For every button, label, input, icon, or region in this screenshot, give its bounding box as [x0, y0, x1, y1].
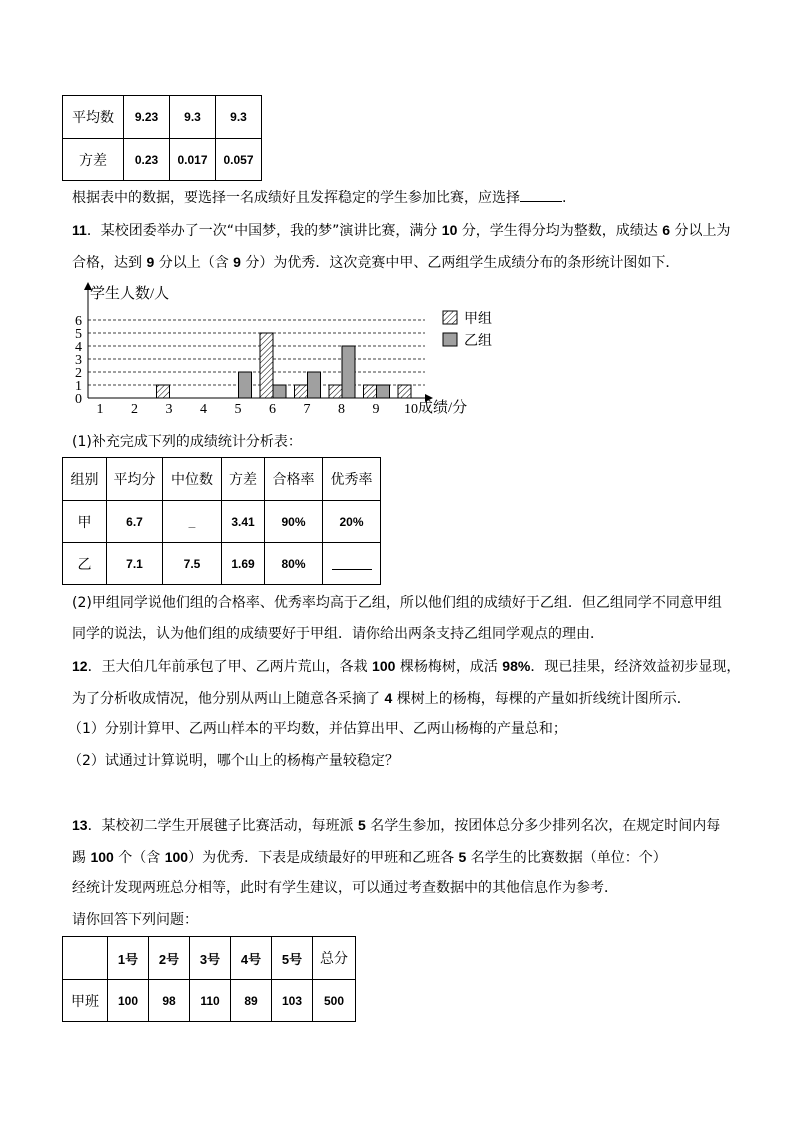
- y-tick-label: 1: [75, 379, 82, 394]
- header-cell: 优秀率: [323, 458, 381, 501]
- header-cell: 4号: [231, 937, 272, 980]
- row-label-mean: 平均数: [63, 96, 124, 139]
- header-cell: [63, 937, 108, 980]
- x-tick-label: 7: [303, 402, 311, 417]
- y-tick-label: 0: [75, 392, 82, 407]
- x-tick-label: 1: [96, 402, 104, 417]
- cell: 9.3: [170, 96, 216, 139]
- legend-label-yi: 乙组: [464, 334, 492, 349]
- header-cell: 平均分: [107, 458, 163, 501]
- cell: 110: [190, 980, 231, 1022]
- bar-jia: [329, 385, 342, 398]
- cell: 0.017: [170, 139, 216, 181]
- cell: 0.23: [124, 139, 170, 181]
- answer-blank: [520, 187, 562, 202]
- header-cell: 中位数: [163, 458, 222, 501]
- x-tick-label: 2: [131, 402, 138, 417]
- cell: 3.41: [222, 501, 265, 543]
- bar-jia: [260, 333, 273, 398]
- y-tick-label: 3: [75, 353, 82, 368]
- bar-yi: [342, 346, 355, 398]
- bar-yi: [377, 385, 390, 398]
- q13-line-2: 踢 100 个（含 100）为优秀．下表是成绩最好的甲班和乙班各 5 名学生的比赛数据（单位：个）: [72, 849, 667, 866]
- legend-label-jia: 甲组: [464, 312, 492, 327]
- q13-line-3: 经统计发现两班总分相等，此时有学生建议，可以通过考查数据中的其他信息作为参考．: [72, 880, 618, 896]
- header-cell: 合格率: [265, 458, 323, 501]
- x-axis-label: 成绩/分: [418, 400, 468, 416]
- stats-table-2: [62, 457, 381, 585]
- x-tick-label: 9: [372, 402, 380, 417]
- cell: 6.7: [107, 501, 163, 543]
- legend-swatch-yi: [443, 333, 457, 346]
- answer-blank: [332, 555, 372, 570]
- header-cell: 5号: [272, 937, 313, 980]
- cell: 103: [272, 980, 313, 1022]
- q11-sub1: (1)补充完成下列的成绩统计分析表：: [72, 434, 302, 450]
- bar-yi: [308, 372, 321, 398]
- y-tick-label: 2: [75, 366, 82, 381]
- y-tick-label: 6: [75, 314, 82, 329]
- y-tick-label: 5: [75, 327, 82, 342]
- header-cell: 2号: [149, 937, 190, 980]
- bar-jia: [295, 385, 308, 398]
- x-tick-label: 4: [200, 402, 207, 417]
- x-tick-label: 3: [165, 402, 173, 417]
- chart-legend: [443, 311, 492, 349]
- header-cell: 方差: [222, 458, 265, 501]
- x-tick-label: 6: [269, 402, 276, 417]
- cell: 0.057: [216, 139, 262, 181]
- q13-line-4: 请你回答下列问题：: [72, 912, 198, 928]
- y-tick-label: 4: [75, 340, 82, 355]
- cell: 90%: [265, 501, 323, 543]
- row-label-variance: 方差: [63, 139, 124, 181]
- cell: 80%: [265, 543, 323, 585]
- cell: 7.1: [107, 543, 163, 585]
- score-bar-chart: [60, 280, 520, 420]
- q12-line-2: 为了分析收成情况，他分别从两山上随意各采摘了 4 棵树上的杨梅，每棵的产量如折线统计图所示．: [72, 690, 691, 707]
- legend-swatch-jia: [443, 311, 457, 324]
- cell: 98: [149, 980, 190, 1022]
- bar-jia: [157, 385, 170, 398]
- score-table-3: [62, 936, 356, 1022]
- q11-line-1: 11．某校团委举办了一次“中国梦，我的梦”演讲比赛，满分 10 分，学生得分均为整数，成绩达 6 分以上为: [72, 222, 731, 239]
- header-cell: 总分: [313, 937, 356, 980]
- y-axis-label: 学生人数/人: [90, 286, 170, 302]
- text-line: 根据表中的数据，要选择一名成绩好且发挥稳定的学生参加比赛，应选择 .: [72, 187, 566, 208]
- x-tick-label: 8: [338, 402, 345, 417]
- q11-line-2: 合格，达到 9 分以上（含 9 分）为优秀．这次竞赛中甲、乙两组学生成绩分布的条形统计图如下．: [72, 254, 680, 271]
- cell: 100: [108, 980, 149, 1022]
- header-cell: 3号: [190, 937, 231, 980]
- q11-sub2-line-2: 同学的说法，认为他们组的成绩要好于甲组．请你给出两条支持乙组同学观点的理由．: [72, 626, 604, 642]
- bar-jia: [398, 385, 411, 398]
- cell: 20%: [323, 501, 381, 543]
- stats-table-1: [62, 95, 262, 181]
- cell: _: [163, 501, 222, 543]
- row-label: 甲: [63, 501, 107, 543]
- bar-yi: [273, 385, 286, 398]
- x-tick-label: 5: [234, 402, 242, 417]
- q12-part-2: （2）试通过计算说明，哪个山上的杨梅产量较稳定？: [68, 753, 399, 769]
- header-cell: 1号: [108, 937, 149, 980]
- bar-yi: [239, 372, 252, 398]
- row-label: 乙: [63, 543, 107, 585]
- q12-line-1: 12．王大伯几年前承包了甲、乙两片荒山，各栽 100 棵杨梅树，成活 98%．现已挂果，经济效益初步显现，: [72, 658, 741, 675]
- header-cell: 组别: [63, 458, 107, 501]
- cell: 9.3: [216, 96, 262, 139]
- cell: 9.23: [124, 96, 170, 139]
- q11-sub2-line-1: (2)甲组同学说他们组的合格率、优秀率均高于乙组，所以他们组的成绩好于乙组．但乙组同学不同意甲组: [72, 595, 722, 611]
- bar-jia: [364, 385, 377, 398]
- row-label: 甲班: [63, 980, 108, 1022]
- cell: 1.69: [222, 543, 265, 585]
- q13-line-1: 13．某校初二学生开展毽子比赛活动，每班派 5 名学生参加，按团体总分多少排列名次，在规定时间内每: [72, 817, 721, 834]
- x-tick-label: 10: [404, 402, 418, 417]
- cell: 89: [231, 980, 272, 1022]
- cell: 7.5: [163, 543, 222, 585]
- cell: 500: [313, 980, 356, 1022]
- answer-blank-cell: [323, 543, 381, 585]
- q12-part-1: （1）分别计算甲、乙两山样本的平均数，并估算出甲、乙两山杨梅的产量总和；: [68, 721, 567, 737]
